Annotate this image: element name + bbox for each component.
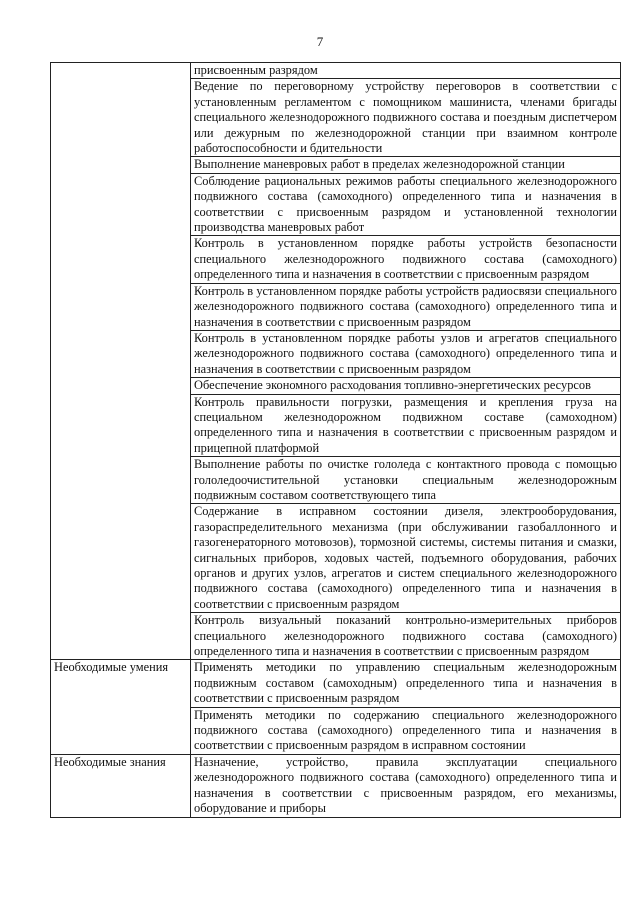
table-cell: Контроль в установленном порядке работы устройств безопасности специального железнодорожного подвижного состава (самоходного) определенного типа и назначения в соответствии с присвоенным разрядом [191,236,621,283]
table-row [51,63,621,79]
table-cell: Контроль визуальный показаний контрольно-измерительных приборов специального железнодорожного подвижного состава (самоходного) определенного типа и назначения в соответствии с присвоенным разрядом [191,613,621,660]
section-label [51,63,191,660]
page-number: 7 [316,34,324,49]
table-cell: присвоенным разрядом [191,63,621,79]
table-cell: Применять методики по содержанию специального железнодорожного подвижного состава (самоходного) определенного типа и назначения в соответствии с присвоенным разрядом в исправном состоянии [191,707,621,754]
section-label-knowledge: Необходимые знания [51,754,191,817]
table-row [51,754,621,817]
table-cell: Назначение, устройство, правила эксплуатации специального железнодорожного подвижного состава (самоходного) определенного типа и назначения в соответствии с присвоенным разрядом, его механизмы, оборудование и приборы [191,754,621,817]
table-cell: Выполнение маневровых работ в пределах железнодорожной станции [191,157,621,173]
table-cell: Применять методики по управлению специальным железнодорожным подвижным составом (самоходным) определенного типа и назначения в соответствии с присвоенным разрядом [191,660,621,707]
table-cell: Содержание в исправном состоянии дизеля, электрооборудования, газораспределительного механизма (при обслуживании газобаллонного и газогенераторного мотовозов), тормозной системы, системы питания и смазки, сигнальных приборов, ходовых частей, подъемного оборудования, рабочих органов и других узлов, агрегатов и систем специального железнодорожного подвижного состава (самоходного) определенного типа и назначения в соответствии с присвоенным разрядом [191,504,621,613]
table-body [51,63,621,818]
table-row [51,660,621,707]
table-cell: Ведение по переговорному устройству переговоров в соответствии с установленным регламентом с помощником машиниста, членами бригады специального железнодорожного подвижного состава и поездным диспетчером или дежурным по железнодорожной станции при взаимном контроле работоспособности и бдительности [191,79,621,157]
competency-table [50,62,621,818]
table-cell: Контроль в установленном порядке работы устройств радиосвязи специального железнодорожного подвижного состава (самоходного) определенного типа и назначения в соответствии с присвоенным разрядом [191,283,621,330]
table-cell: Соблюдение рациональных режимов работы специального железнодорожного подвижного состава (самоходного) определенного типа и назначения в соответствии с присвоенным разрядом и установленной технологии производства маневровых работ [191,173,621,236]
section-label-skills: Необходимые умения [51,660,191,754]
table-cell: Выполнение работы по очистке гололеда с контактного провода с помощью гололедоочистительной установки специальным железнодорожным подвижным составом соответствующего типа [191,457,621,504]
table-cell: Контроль в установленном порядке работы узлов и агрегатов специального железнодорожного подвижного состава (самоходного) определенного типа и назначения в соответствии с присвоенным разрядом [191,330,621,377]
table-cell: Обеспечение экономного расходования топливно-энергетических ресурсов [191,378,621,394]
table-cell: Контроль правильности погрузки, размещения и крепления груза на специальном железнодорожном подвижном составе (самоходном) определенного типа и назначения в соответствии с присвоенным разрядом и прицепной платформой [191,394,621,457]
